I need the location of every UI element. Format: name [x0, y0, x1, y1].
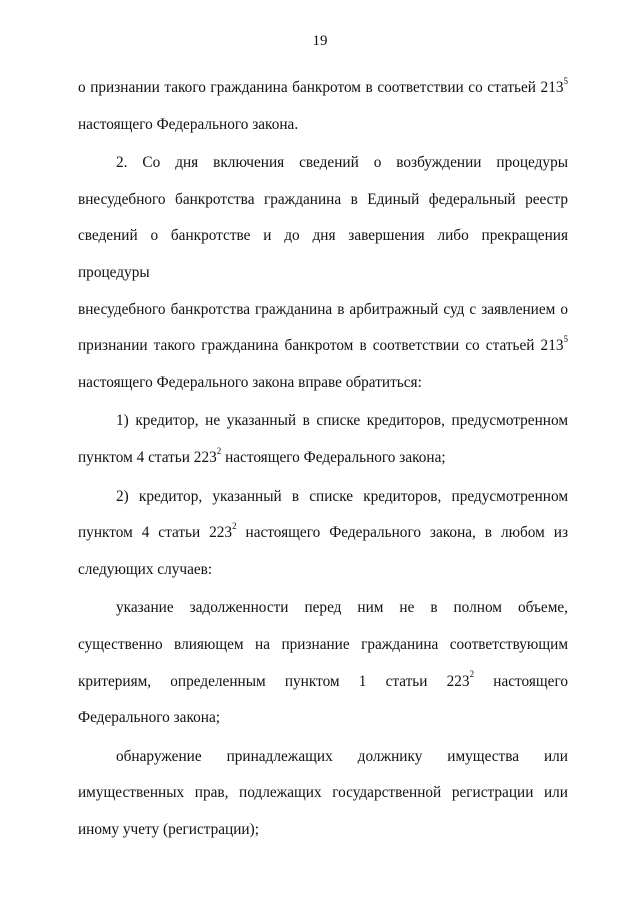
superscript: 2 — [232, 521, 237, 532]
paragraph-continuation — [78, 70, 568, 143]
text-line: сведений о банкротстве и до дня завершения либо прекращения процедуры — [78, 227, 568, 281]
text-line: имущественных прав, подлежащих государственной регистрации или — [78, 784, 568, 802]
text-line: существенно влияющем на признание гражданина соответствующим — [78, 635, 568, 653]
text-line: обнаружение принадлежащих должнику имущества или — [116, 747, 568, 765]
text-line: настоящего Федерального закона вправе обратиться: — [78, 373, 422, 391]
text-line: признании такого гражданина банкротом в соответствии со статьей 213 — [78, 337, 564, 355]
case-item-1 — [78, 590, 568, 736]
page-number: 19 — [312, 33, 328, 49]
superscript: 5 — [563, 334, 568, 345]
superscript: 2 — [469, 669, 475, 680]
text-line: настоящего Федерального закона. — [78, 115, 299, 133]
text-line: 1) кредитор, не указанный в списке кредиторов, предусмотренном — [116, 412, 568, 430]
paragraph-item-2 — [78, 145, 568, 401]
text-line: внесудебного банкротства гражданина в арбитражный суд с заявлением о — [78, 300, 568, 318]
list-item-1 — [78, 403, 568, 476]
text-line: иному учету (регистрации); — [78, 820, 259, 838]
case-item-2 — [78, 739, 568, 849]
text-line: внесудебного банкротства гражданина в Единый федеральный реестр — [78, 190, 568, 208]
superscript: 5 — [563, 75, 568, 86]
text-line: критериям, определенным пунктом 1 статьи 223 — [78, 672, 470, 690]
text-line: о признании такого гражданина банкротом в соответствии со статьей 213 — [78, 79, 564, 96]
list-item-2 — [78, 479, 568, 589]
text-line: пунктом 4 статьи 223 — [78, 448, 217, 466]
superscript: 2 — [216, 445, 222, 456]
text-line: настоящего Федерального закона, в любом из — [236, 524, 568, 542]
text-line: следующих случаев: — [78, 560, 213, 578]
text-line: настоящего Федерального закона; — [221, 448, 446, 466]
text-line: указание задолженности перед ним не в полном объеме, — [116, 599, 568, 617]
text-line: настоящего — [474, 672, 569, 690]
text-line: 2. Со дня включения сведений о возбуждении процедуры — [116, 154, 568, 172]
document-body — [78, 70, 568, 848]
text-line: 2) кредитор, указанный в списке кредиторов, предусмотренном — [116, 487, 568, 505]
text-line: Федерального закона; — [78, 709, 220, 727]
text-line: пунктом 4 статьи 223 — [78, 524, 233, 542]
